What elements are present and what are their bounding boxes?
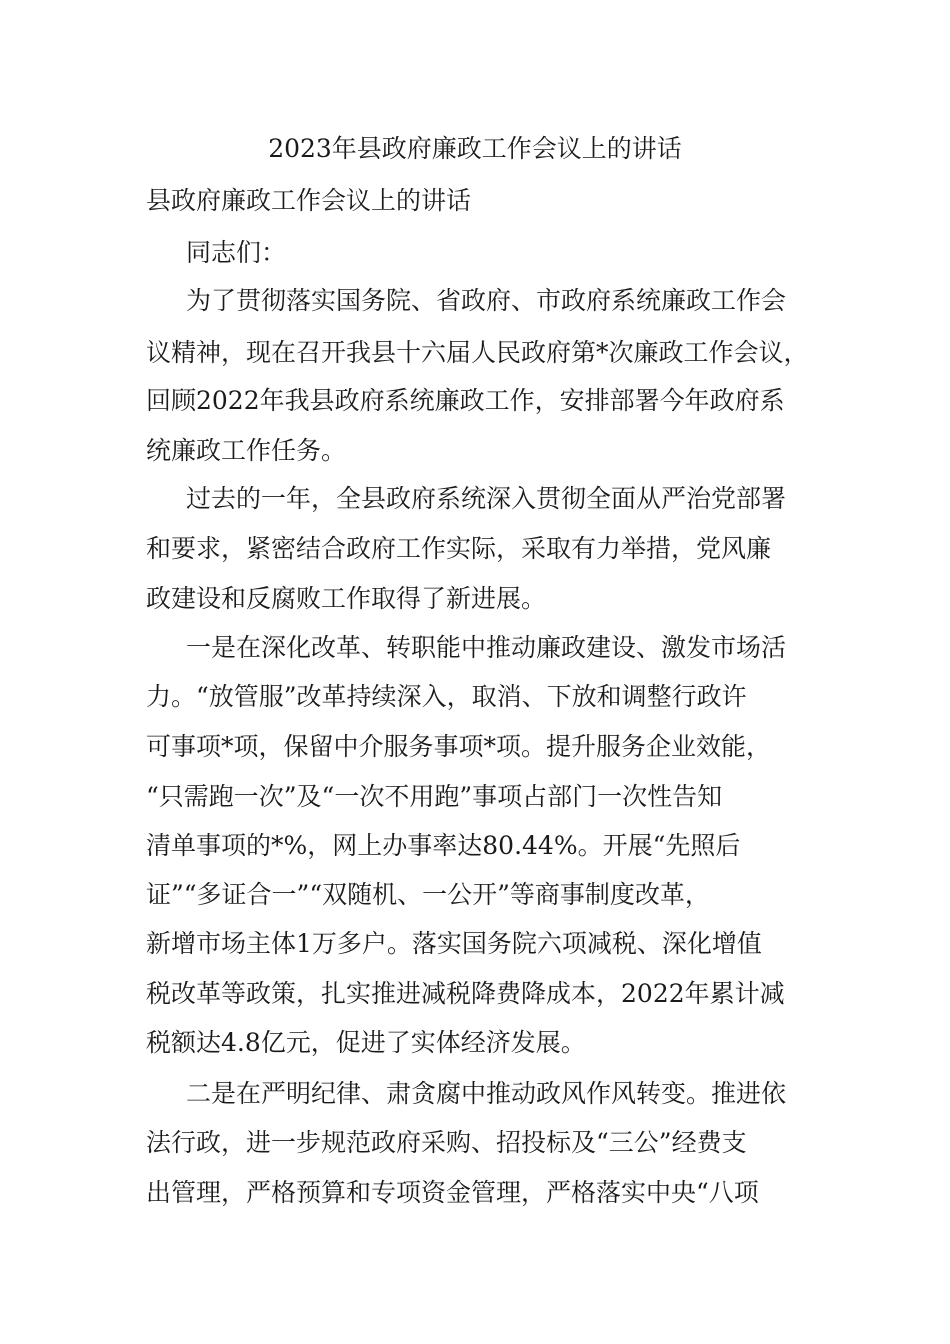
paragraph-line: 清单事项的*%，网上办事率达80.44%。开展“先照后 [146,831,741,860]
paragraph-line: 为了贯彻落实国务院、省政府、市政府系统廉政工作会 [186,286,787,315]
paragraph-line: 回顾2022年我县政府系统廉政工作，安排部署今年政府系 [146,386,785,415]
paragraph-line: 出管理，严格预算和专项资金管理，严格落实中央“八项 [146,1178,759,1207]
paragraph-line: 过去的一年，全县政府系统深入贯彻全面从严治党部署 [186,484,787,513]
document-subtitle: 县政府廉政工作会议上的讲话 [146,186,472,215]
paragraph-line: 政建设和反腐败工作取得了新进展。 [146,584,547,613]
document-title: 2023年县政府廉政工作会议上的讲话 [268,134,682,163]
paragraph-line: 一是在深化改革、转职能中推动廉政建设、激发市场活 [186,633,787,662]
paragraph-line: 法行政，进一步规范政府采购、招投标及“三公”经费支 [146,1128,747,1157]
salutation: 同志们： [186,238,287,267]
paragraph-line: 税改革等政策，扎实推进减税降费降成本，2022年累计减 [146,979,785,1008]
paragraph-line: 统廉政工作任务。 [146,436,347,465]
paragraph-line: 税额达4.8亿元，促进了实体经济发展。 [146,1028,586,1057]
paragraph-line: “只需跑一次”及“一次不用跑”事项占部门一次性告知 [146,782,723,811]
paragraph-line: 二是在严明纪律、肃贪腐中推动政风作风转变。推进依 [186,1079,787,1108]
paragraph-line: 可事项*项，保留中介服务事项*项。提升服务企业效能， [146,732,772,761]
paragraph-line: 证”“多证合一”“双随机、一公开”等商事制度改革， [146,880,710,909]
paragraph-line: 新增市场主体1万多户。落实国务院六项减税、深化增值 [146,929,762,958]
paragraph-line: 力。“放管服”改革持续深入，取消、下放和调整行政许 [146,682,747,711]
paragraph-line: 和要求，紧密结合政府工作实际，采取有力举措，党风廉 [146,534,772,563]
paragraph-line: 议精神，现在召开我县十六届人民政府第*次廉政工作会议， [146,338,809,367]
